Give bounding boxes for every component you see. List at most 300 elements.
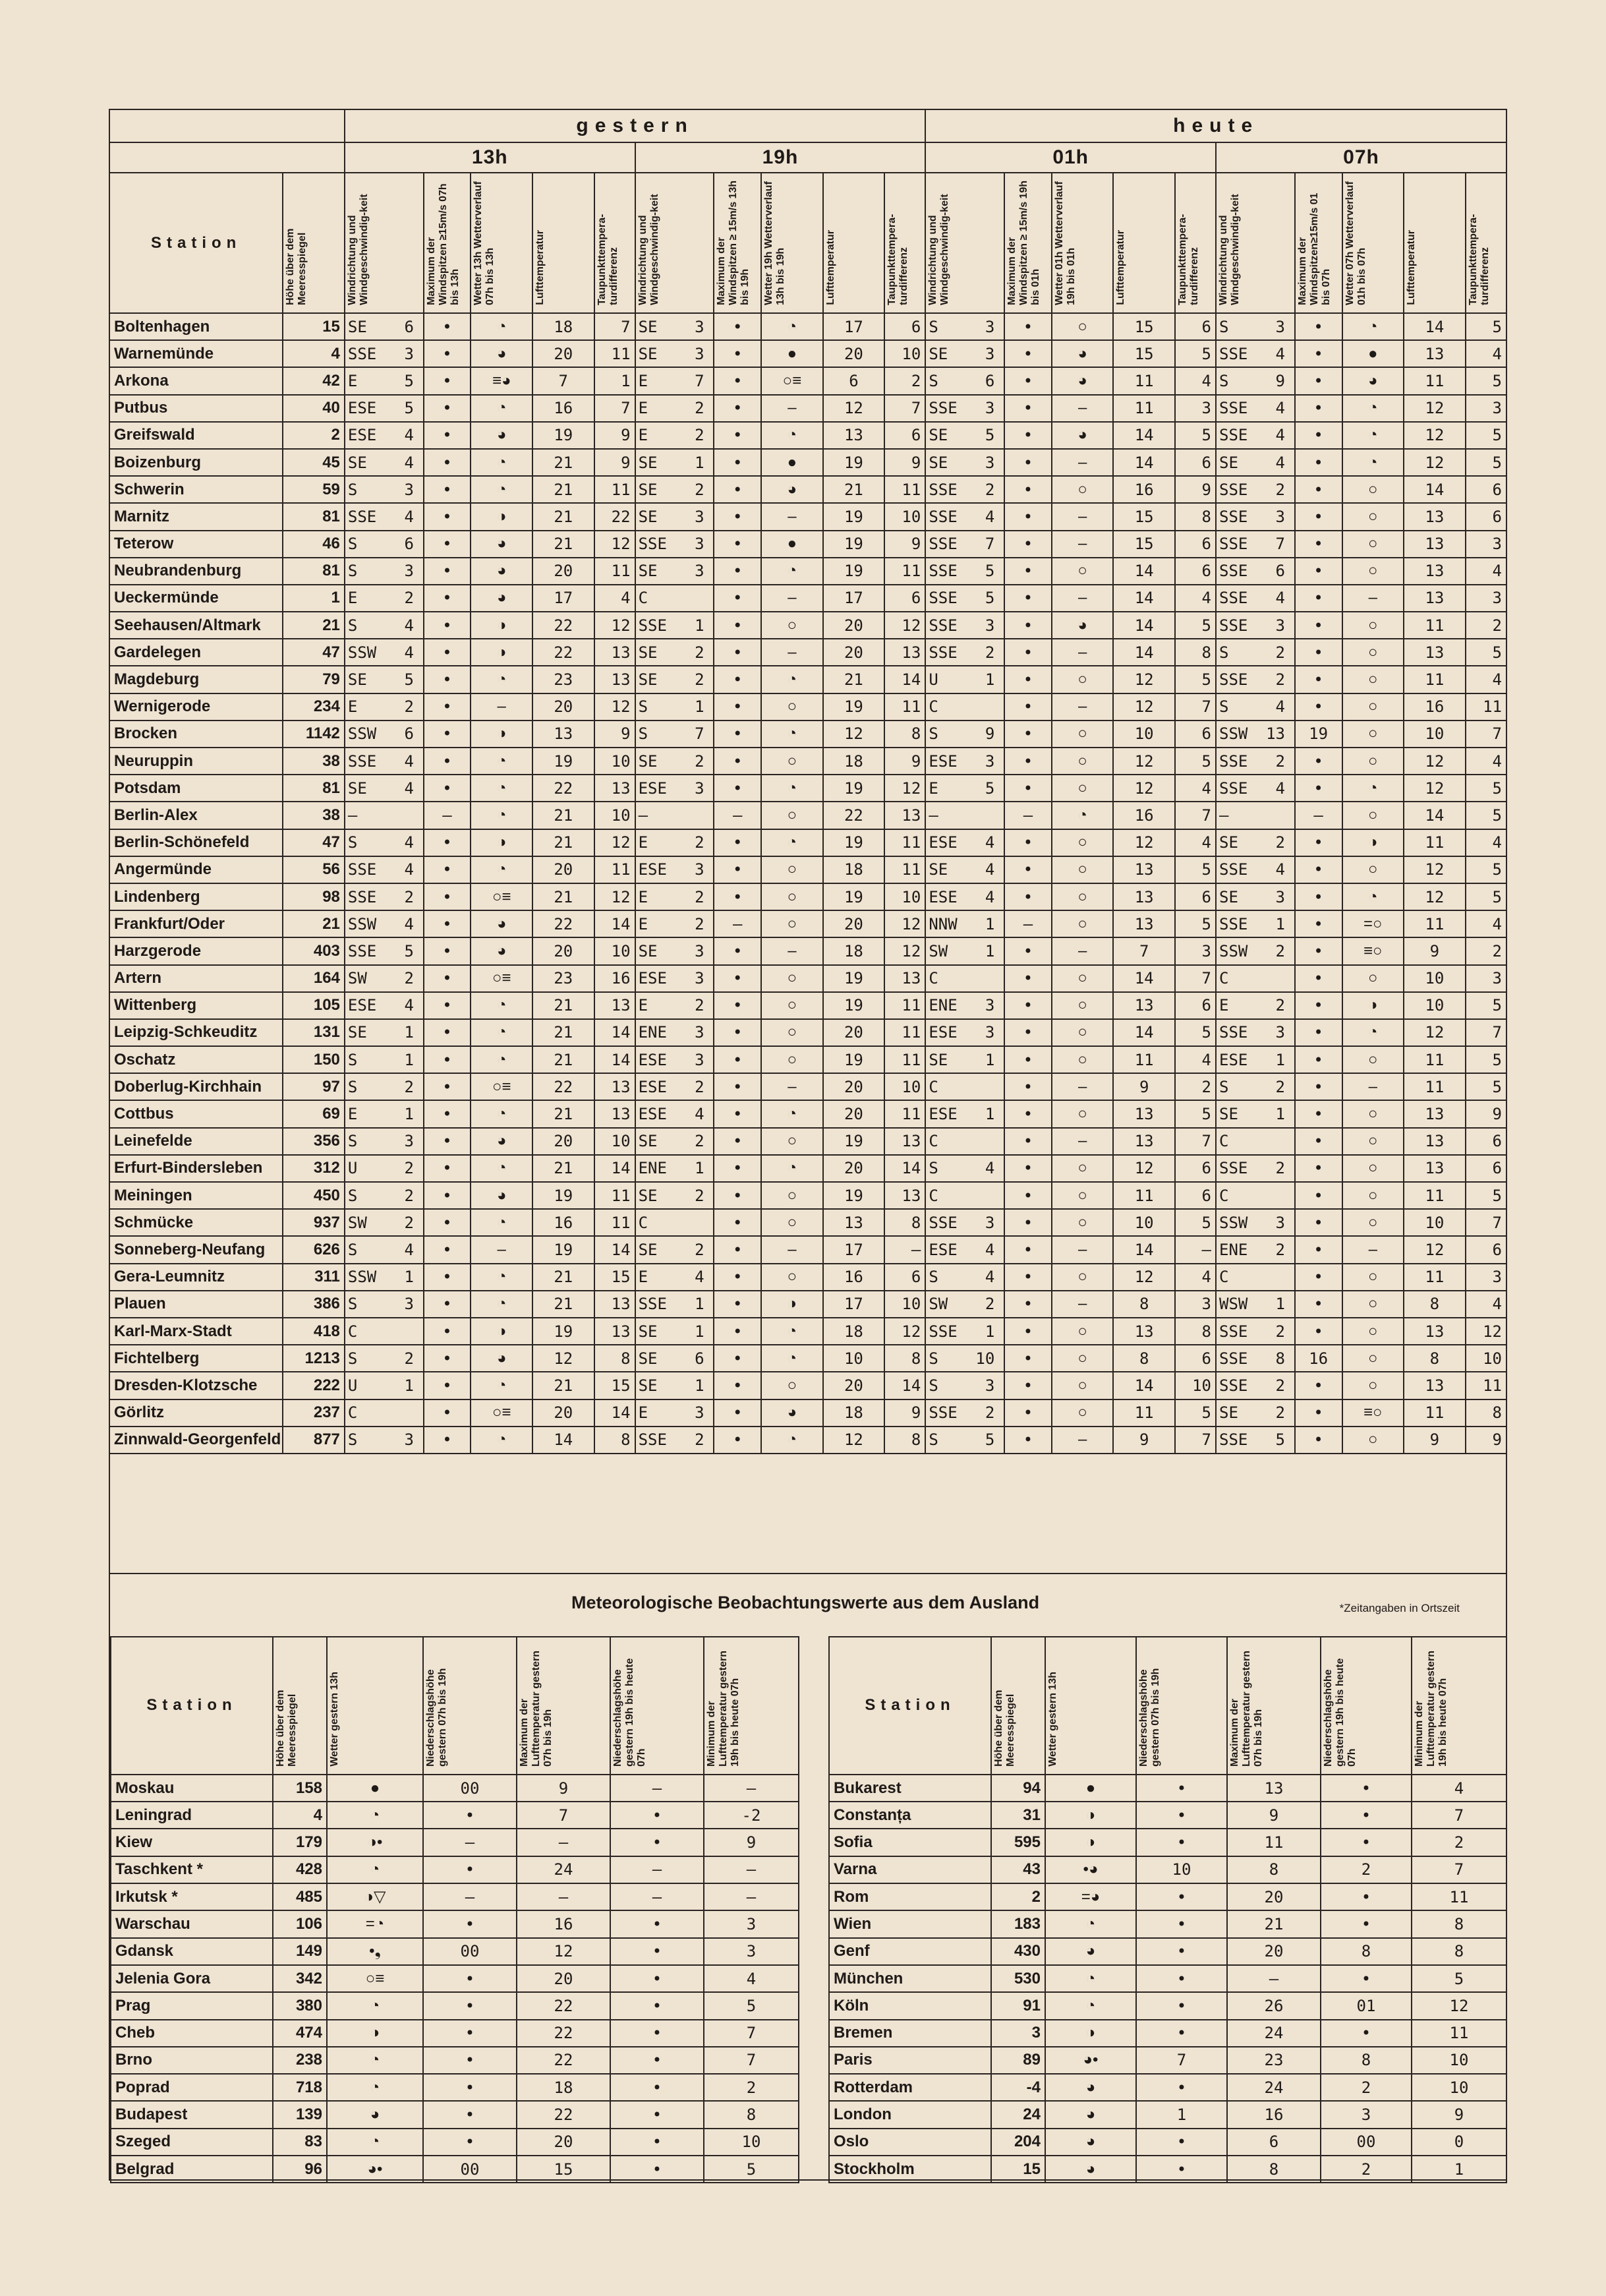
- gust-max: •: [714, 829, 761, 856]
- dewpoint-difference: 10: [884, 340, 925, 367]
- dewpoint-difference: 7: [594, 313, 635, 340]
- wind-direction: U: [929, 670, 938, 690]
- wind-cell: [1216, 1236, 1295, 1263]
- dewpoint-difference: 6: [884, 422, 925, 449]
- wind-cell: [1216, 666, 1295, 693]
- weather-symbol: ○: [761, 965, 823, 992]
- wind-cell: [345, 775, 424, 802]
- precip-day: •: [423, 1910, 517, 1937]
- air-temperature: 21: [532, 503, 594, 530]
- foreign-station-altitude: -4: [991, 2074, 1045, 2101]
- foreign-station-altitude: 15: [991, 2156, 1045, 2183]
- station-row: [109, 585, 1506, 612]
- foreign-station-name: Poprad: [111, 2074, 273, 2101]
- dewpoint-difference: 12: [1466, 1318, 1506, 1345]
- dewpoint-difference: 6: [1175, 721, 1216, 748]
- precip-night: •: [1321, 1883, 1412, 1910]
- wind-direction: S: [347, 562, 358, 581]
- station-row: [109, 1128, 1506, 1155]
- wind-speed: 6: [985, 371, 995, 390]
- wind-cell: [345, 910, 424, 937]
- air-temperature: 12: [1404, 775, 1466, 802]
- weather-symbol: –: [761, 1236, 823, 1263]
- wind-direction: SSW: [347, 724, 377, 744]
- wind-direction: ESE: [929, 887, 958, 906]
- wind-speed: 6: [695, 1349, 704, 1368]
- gust-max: •: [1004, 639, 1052, 666]
- gust-max: •: [714, 476, 761, 503]
- dewpoint-difference: 5: [1175, 1100, 1216, 1127]
- weather-symbol: ○: [1342, 1291, 1404, 1318]
- wind-direction: SSE: [1219, 562, 1248, 581]
- wind-direction: S: [347, 1295, 358, 1314]
- air-temperature: 20: [823, 1100, 885, 1127]
- precip-night: •: [1321, 1829, 1412, 1856]
- foreign-station-row: [829, 2020, 1506, 2047]
- max-temperature: 24: [1227, 2074, 1321, 2101]
- weather-symbol: ◔: [471, 1427, 532, 1454]
- station-altitude: 877: [283, 1427, 345, 1454]
- station-name: Oschatz: [109, 1046, 283, 1073]
- gust-max: –: [424, 802, 471, 829]
- wind-speed: 1: [695, 1295, 704, 1314]
- wind-direction: S: [1219, 643, 1229, 662]
- gust-max: •: [424, 531, 471, 558]
- column-header: [1466, 173, 1506, 313]
- weather-symbol: ○: [1342, 531, 1404, 558]
- gust-max: •: [1295, 829, 1342, 856]
- wind-cell: [635, 1100, 714, 1127]
- foreign-station-header: Station: [111, 1637, 273, 1775]
- air-temperature: 13: [1113, 1318, 1175, 1345]
- gust-max: •: [714, 1128, 761, 1155]
- column-header-label: Windrichtung und Windgeschwindig-keit: [1218, 194, 1241, 305]
- gust-max: •: [424, 1318, 471, 1345]
- wind-cell: [1216, 558, 1295, 585]
- foreign-station-row: [829, 2074, 1506, 2101]
- dewpoint-difference: 5: [1175, 666, 1216, 693]
- gust-max: •: [424, 1291, 471, 1318]
- gust-max: •: [1295, 1372, 1342, 1399]
- air-temperature: 16: [823, 1264, 885, 1291]
- foreign-station-name: London: [829, 2101, 991, 2128]
- gust-max: •: [1004, 1100, 1052, 1127]
- wind-cell: [925, 340, 1004, 367]
- gust-max: •: [714, 1427, 761, 1454]
- foreign-station-name: Leningrad: [111, 1802, 273, 1829]
- gust-max: •: [1004, 829, 1052, 856]
- station-altitude: 40: [283, 395, 345, 422]
- precip-night: •: [610, 2020, 704, 2047]
- air-temperature: 7: [1113, 937, 1175, 964]
- air-temperature: 10: [1404, 992, 1466, 1019]
- wind-speed: 4: [404, 453, 414, 472]
- wind-direction: E: [347, 589, 358, 608]
- weather-symbol: ≡○: [1342, 1399, 1404, 1427]
- wind-speed: 2: [404, 1349, 414, 1368]
- wind-cell: [1216, 1073, 1295, 1100]
- gust-max: •: [424, 965, 471, 992]
- station-name: Berlin-Alex: [109, 802, 283, 829]
- gust-max: •: [1004, 1264, 1052, 1291]
- station-altitude: 1142: [283, 721, 345, 748]
- dewpoint-difference: 2: [1466, 612, 1506, 639]
- weather-symbol: ○: [1342, 1155, 1404, 1182]
- dewpoint-difference: 9: [594, 721, 635, 748]
- wind-speed: 7: [695, 724, 704, 744]
- foreign-station-name: Brno: [111, 2047, 273, 2074]
- wind-direction: U: [347, 1159, 358, 1178]
- gust-max: •: [1004, 1427, 1052, 1454]
- wind-direction: E: [638, 833, 648, 852]
- weather-symbol: ○: [761, 1264, 823, 1291]
- wind-direction: SSW: [1219, 1213, 1248, 1232]
- wind-cell: [345, 1046, 424, 1073]
- gust-max: •: [424, 1264, 471, 1291]
- wind-direction: SSE: [929, 589, 958, 608]
- weather-symbol: ○: [1342, 666, 1404, 693]
- weather-symbol: –: [471, 693, 532, 721]
- wind-speed: 2: [695, 480, 704, 499]
- air-temperature: 19: [532, 1318, 594, 1345]
- wind-direction: SSE: [929, 643, 958, 662]
- weather-symbol: ○: [761, 910, 823, 937]
- wind-cell: [925, 367, 1004, 394]
- wind-cell: [345, 1291, 424, 1318]
- dewpoint-difference: 6: [1175, 1182, 1216, 1209]
- gust-max: •: [1295, 1019, 1342, 1046]
- foreign-station-name: Genf: [829, 1938, 991, 1965]
- dewpoint-difference: 4: [1466, 829, 1506, 856]
- air-temperature: 16: [532, 1209, 594, 1236]
- precip-day: 00: [423, 1775, 517, 1802]
- wind-speed: 5: [985, 779, 995, 798]
- dewpoint-difference: 6: [1175, 449, 1216, 476]
- weather-symbol: ○: [1052, 1318, 1114, 1345]
- foreign-station-name: Jelenia Gora: [111, 1965, 273, 1992]
- precip-day: –: [423, 1883, 517, 1910]
- wind-cell: [345, 1100, 424, 1127]
- wind-cell: [925, 1046, 1004, 1073]
- wind-direction: E: [929, 779, 938, 798]
- weather-symbol: ○: [1052, 829, 1114, 856]
- wind-cell: [635, 1209, 714, 1236]
- wind-direction: SE: [929, 1050, 948, 1069]
- dewpoint-difference: 5: [1466, 802, 1506, 829]
- wind-direction: –: [1219, 806, 1229, 825]
- column-header-label: Lufttemperatur: [1115, 230, 1127, 305]
- dewpoint-difference: 12: [884, 937, 925, 964]
- air-temperature: 12: [1113, 748, 1175, 775]
- air-temperature: 10: [1113, 1209, 1175, 1236]
- wind-cell: [1216, 449, 1295, 476]
- weather-symbol: ◕: [1045, 2156, 1136, 2183]
- gust-max: •: [714, 965, 761, 992]
- weather-symbol: ◔: [327, 1992, 423, 2019]
- foreign-station-altitude: 342: [273, 1965, 327, 1992]
- wind-speed: 3: [985, 453, 995, 472]
- wind-direction: SSE: [1219, 589, 1248, 608]
- wind-speed: 1: [695, 1159, 704, 1178]
- air-temperature: 12: [1404, 1019, 1466, 1046]
- foreign-station-altitude: 430: [991, 1938, 1045, 1965]
- dewpoint-difference: 10: [594, 937, 635, 964]
- wind-cell: [345, 883, 424, 910]
- foreign-column-label: Minimum der Lufttemperatur gestern 19h bis heute 07h: [706, 1650, 741, 1767]
- dewpoint-difference: 14: [594, 1046, 635, 1073]
- wind-speed: 3: [1275, 507, 1285, 526]
- gust-max: •: [1295, 1046, 1342, 1073]
- dewpoint-difference: 4: [594, 585, 635, 612]
- column-header-label: Lufttemperatur: [1406, 230, 1418, 305]
- wind-direction: –: [929, 806, 938, 825]
- air-temperature: 22: [823, 802, 885, 829]
- station-row: [109, 367, 1506, 394]
- wind-direction: SSE: [1219, 1349, 1248, 1368]
- station-altitude: 356: [283, 1128, 345, 1155]
- foreign-column-header: [1321, 1637, 1412, 1775]
- wind-direction: S: [347, 1349, 358, 1368]
- column-header: [594, 173, 635, 313]
- precip-day: 00: [423, 1938, 517, 1965]
- weather-symbol: ○: [1342, 1318, 1404, 1345]
- wind-speed: 2: [695, 1132, 704, 1151]
- wind-direction: S: [929, 1430, 938, 1450]
- gust-max: •: [424, 1128, 471, 1155]
- foreign-station-row: [829, 1938, 1506, 1965]
- station-row: [109, 721, 1506, 748]
- dewpoint-difference: 11: [1466, 693, 1506, 721]
- gust-max: •: [1004, 775, 1052, 802]
- wind-direction: SSE: [1219, 670, 1248, 690]
- wind-speed: 4: [1275, 426, 1285, 445]
- air-temperature: 12: [1113, 693, 1175, 721]
- max-temperature: 20: [1227, 1883, 1321, 1910]
- weather-symbol: ○: [761, 856, 823, 883]
- station-name: Görlitz: [109, 1399, 283, 1427]
- wind-cell: [925, 395, 1004, 422]
- air-temperature: 14: [1113, 1236, 1175, 1263]
- precip-night: •: [1321, 2020, 1412, 2047]
- wind-cell: [635, 1291, 714, 1318]
- wind-direction: SSE: [929, 1322, 958, 1341]
- gust-max: •: [424, 748, 471, 775]
- dewpoint-difference: 7: [1466, 1019, 1506, 1046]
- station-row: [109, 1291, 1506, 1318]
- wind-speed: 1: [695, 1322, 704, 1341]
- column-header: [1404, 173, 1466, 313]
- gust-max: •: [424, 693, 471, 721]
- air-temperature: 12: [1404, 748, 1466, 775]
- wind-speed: 3: [695, 941, 704, 960]
- precip-night: –: [610, 1856, 704, 1883]
- dewpoint-difference: 5: [1466, 775, 1506, 802]
- wind-cell: [345, 367, 424, 394]
- dewpoint-difference: 3: [1175, 1291, 1216, 1318]
- air-temperature: 11: [1404, 666, 1466, 693]
- foreign-column-header: [273, 1637, 327, 1775]
- wind-direction: SSW: [347, 914, 377, 933]
- dewpoint-difference: 5: [1466, 1073, 1506, 1100]
- wind-speed: 1: [985, 1322, 995, 1341]
- wind-speed: 3: [695, 562, 704, 581]
- station-row: [109, 1427, 1506, 1454]
- wind-speed: 7: [1275, 535, 1285, 554]
- dewpoint-difference: 13: [594, 775, 635, 802]
- wind-speed: 4: [985, 507, 995, 526]
- wind-direction: ESE: [638, 779, 667, 798]
- wind-direction: E: [638, 426, 648, 445]
- air-temperature: 20: [532, 856, 594, 883]
- wind-cell: [345, 1264, 424, 1291]
- air-temperature: 19: [823, 531, 885, 558]
- gust-max: •: [714, 1399, 761, 1427]
- foreign-station-name: Stockholm: [829, 2156, 991, 2183]
- weather-symbol: ○: [1052, 476, 1114, 503]
- wind-speed: 3: [695, 535, 704, 554]
- foreign-station-altitude: 149: [273, 1938, 327, 1965]
- weather-symbol: ◔: [761, 721, 823, 748]
- wind-speed: 4: [985, 887, 995, 906]
- wind-speed: 4: [404, 779, 414, 798]
- column-header-label: Lufttemperatur: [534, 230, 546, 305]
- dewpoint-difference: 5: [1466, 883, 1506, 910]
- max-temperature: 16: [1227, 2101, 1321, 2128]
- wind-direction: SE: [638, 507, 658, 526]
- foreign-column-header: [1227, 1637, 1321, 1775]
- wind-direction: S: [1219, 697, 1229, 717]
- air-temperature: 18: [823, 1399, 885, 1427]
- gust-max: •: [714, 1345, 761, 1372]
- station-rows: [109, 313, 1506, 1454]
- air-temperature: 13: [1404, 1372, 1466, 1399]
- air-temperature: 20: [532, 693, 594, 721]
- dewpoint-difference: 4: [1175, 775, 1216, 802]
- dewpoint-difference: 5: [1466, 422, 1506, 449]
- station-altitude: 937: [283, 1209, 345, 1236]
- wind-direction: S: [929, 1268, 938, 1287]
- wind-cell: [925, 775, 1004, 802]
- foreign-station-row: [829, 1965, 1506, 1992]
- weather-symbol: ◔: [327, 2074, 423, 2101]
- precip-night: •: [610, 1910, 704, 1937]
- wind-cell: [925, 503, 1004, 530]
- gust-max: •: [1295, 340, 1342, 367]
- precip-day: •: [1136, 1775, 1227, 1802]
- station-row: [109, 531, 1506, 558]
- station-name: Meiningen: [109, 1182, 283, 1209]
- wind-speed: 2: [404, 969, 414, 988]
- air-temperature: 8: [1404, 1291, 1466, 1318]
- dewpoint-difference: 22: [594, 503, 635, 530]
- gust-max: •: [714, 721, 761, 748]
- air-temperature: 12: [823, 1427, 885, 1454]
- wind-speed: 5: [404, 670, 414, 690]
- weather-symbol: ○: [1342, 1100, 1404, 1127]
- station-row: [109, 829, 1506, 856]
- gust-max: •: [424, 313, 471, 340]
- foreign-column-header: [517, 1637, 610, 1775]
- wind-direction: SSE: [1219, 480, 1248, 499]
- wind-speed: 2: [1275, 670, 1285, 690]
- wind-direction: S: [347, 616, 358, 635]
- weather-symbol: ○: [761, 1019, 823, 1046]
- air-temperature: 21: [823, 476, 885, 503]
- wind-direction: C: [929, 1186, 938, 1205]
- dewpoint-difference: 7: [1466, 1209, 1506, 1236]
- wind-speed: 2: [695, 643, 704, 662]
- wind-direction: SSE: [929, 480, 958, 499]
- weather-symbol: –: [1342, 1236, 1404, 1263]
- wind-cell: [1216, 1155, 1295, 1182]
- wind-speed: 3: [1275, 317, 1285, 336]
- air-temperature: 21: [532, 1372, 594, 1399]
- foreign-station-altitude: 474: [273, 2020, 327, 2047]
- dewpoint-difference: –: [884, 1236, 925, 1263]
- weather-symbol: ◔: [1045, 1992, 1136, 2019]
- foreign-station-altitude: 530: [991, 1965, 1045, 1992]
- wind-cell: [925, 748, 1004, 775]
- air-temperature: 19: [823, 1046, 885, 1073]
- station-name: Seehausen/Altmark: [109, 612, 283, 639]
- wind-speed: 3: [1275, 1213, 1285, 1232]
- weather-symbol: –: [1052, 937, 1114, 964]
- weather-symbol: ●: [761, 340, 823, 367]
- min-temperature: 10: [1412, 2047, 1506, 2074]
- wind-cell: [1216, 422, 1295, 449]
- wind-speed: 1: [695, 616, 704, 635]
- dewpoint-difference: 12: [884, 910, 925, 937]
- dewpoint-difference: 5: [1466, 992, 1506, 1019]
- weather-symbol: –: [1052, 693, 1114, 721]
- wind-cell: [635, 1073, 714, 1100]
- wind-direction: SE: [638, 643, 658, 662]
- gust-max: •: [424, 1100, 471, 1127]
- gust-max: •: [714, 1046, 761, 1073]
- wind-direction: SE: [638, 480, 658, 499]
- wind-direction: E: [638, 1268, 648, 1287]
- wind-direction: S: [347, 1240, 358, 1259]
- air-temperature: 7: [532, 367, 594, 394]
- wind-cell: [1216, 1264, 1295, 1291]
- wind-cell: [1216, 1372, 1295, 1399]
- wind-direction: SE: [1219, 1105, 1238, 1124]
- foreign-title-bar: [110, 1573, 1506, 1637]
- dewpoint-difference: 6: [1466, 476, 1506, 503]
- wind-cell: [1216, 883, 1295, 910]
- dewpoint-difference: 13: [884, 639, 925, 666]
- wind-cell: [345, 585, 424, 612]
- gust-max: •: [424, 1182, 471, 1209]
- wind-speed: 2: [695, 399, 704, 418]
- wind-cell: [925, 585, 1004, 612]
- station-altitude: 626: [283, 1236, 345, 1263]
- max-temperature: 20: [517, 2129, 610, 2156]
- timezone-note: *Zeitangaben in Ortszeit: [1339, 1601, 1460, 1614]
- min-temperature: 5: [704, 1992, 799, 2019]
- air-temperature: 9: [1404, 1427, 1466, 1454]
- column-header: [1004, 173, 1052, 313]
- dewpoint-difference: 7: [884, 395, 925, 422]
- air-temperature: 12: [1113, 1264, 1175, 1291]
- weather-symbol: ◔: [471, 856, 532, 883]
- gust-max: •: [1295, 775, 1342, 802]
- dewpoint-difference: 4: [1466, 910, 1506, 937]
- dewpoint-difference: 6: [1466, 1128, 1506, 1155]
- wind-cell: [635, 937, 714, 964]
- weather-symbol: ○: [1052, 965, 1114, 992]
- wind-direction: SSE: [347, 751, 377, 771]
